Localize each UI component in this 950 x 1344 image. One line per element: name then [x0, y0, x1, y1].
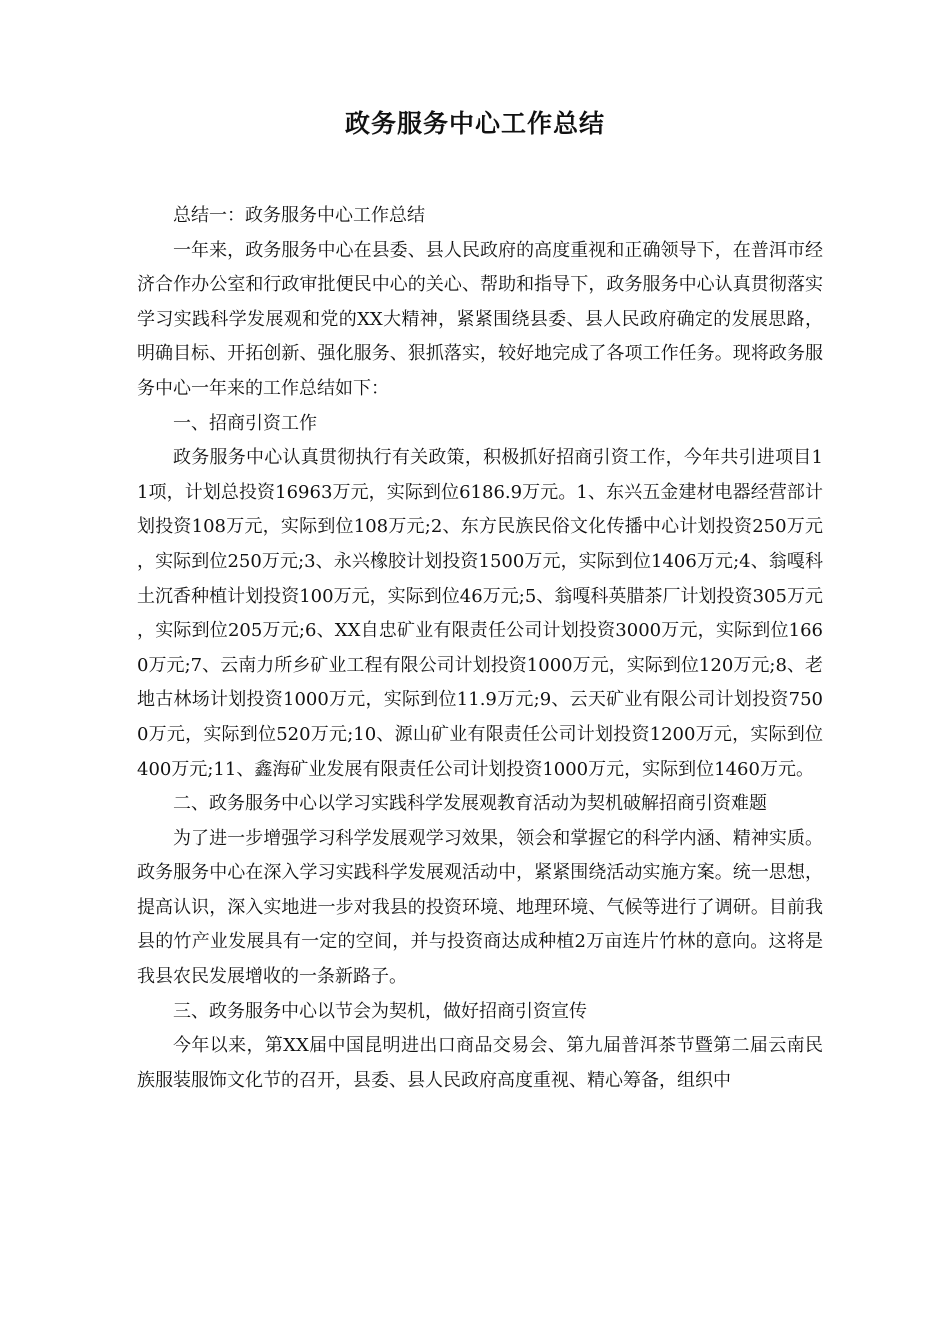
body-paragraph-scientific-development: 为了进一步增强学习科学发展观学习效果，领会和掌握它的科学内涵、精神实质。政务服务中心在深入学习实践科学发展观活动中，紧紧围绕活动实施方案。统一思想，提高认识，深入实地进一步对我县的投资环境、地理环境、气候等进行了调研。目前我县的竹产业发展具有一定的空间，并与投资商达成种植2万亩连片竹林的意向。这将是我县农民发展增收的一条新路子。 [137, 827, 823, 988]
section-heading-investment: 一、招商引资工作 [173, 412, 317, 434]
document-title: 政务服务中心工作总结 [344, 109, 605, 138]
section-heading-scientific-development: 二、政务服务中心以学习实践科学发展观教育活动为契机破解招商引资难题 [173, 793, 767, 815]
body-paragraph-intro: 一年来，政务服务中心在县委、县人民政府的高度重视和正确领导下，在普洱市经济合作办公室和行政审批便民中心的关心、帮助和指导下，政务服务中心认真贯彻落实学习实践科学发展观和党的XX大精神，紧紧围绕县委、县人民政府确定的发展思路，明确目标、开拓创新、强化服务、狠抓落实，较好地完成了各项工作任务。现将政务服务中心一年来的工作总结如下： [137, 239, 823, 399]
document-body [137, 199, 823, 1098]
section-heading-festival-promotion: 三、政务服务中心以节会为契机，做好招商引资宣传 [173, 1000, 587, 1022]
body-paragraph-investment-projects: 政务服务中心认真贯彻执行有关政策，积极抓好招商引资工作，今年共引进项目11项，计划总投资16963万元，实际到位6186.9万元。1、东兴五金建材电器经营部计划投资108万元，实际到位108万元;2、东方民族民俗文化传播中心计划投资250万元，实际到位250万元;3、永兴橡胶计划投资1500万元，实际到位1406万元;4、翁嘎科土沉香种植计划投资100万元，实际到位46万元;5、翁嘎科英腊茶厂计划投资305万元，实际到位205万元;6、XX自忠矿业有限责任公司计划投资3000万元，实际到位1660万元;7、云南力所乡矿业工程有限公司计划投资1000万元，实际到位120万元;8、老地古林场计划投资1000万元，实际到位11.9万元;9、云天矿业有限公司计划投资7500万元，实际到位520万元;10、源山矿业有限责任公司计划投资1200万元，实际到位400万元;11、鑫海矿业发展有限责任公司计划投资1000万元，实际到位1460万元。 [137, 447, 823, 780]
body-paragraph-festival-promotion: 今年以来，第XX届中国昆明进出口商品交易会、第九届普洱茶节暨第二届云南民族服装服饰文化节的召开，县委、县人民政府高度重视、精心筹备，组织中 [137, 1035, 823, 1091]
section-heading-summary-one: 总结一：政务服务中心工作总结 [173, 205, 425, 226]
